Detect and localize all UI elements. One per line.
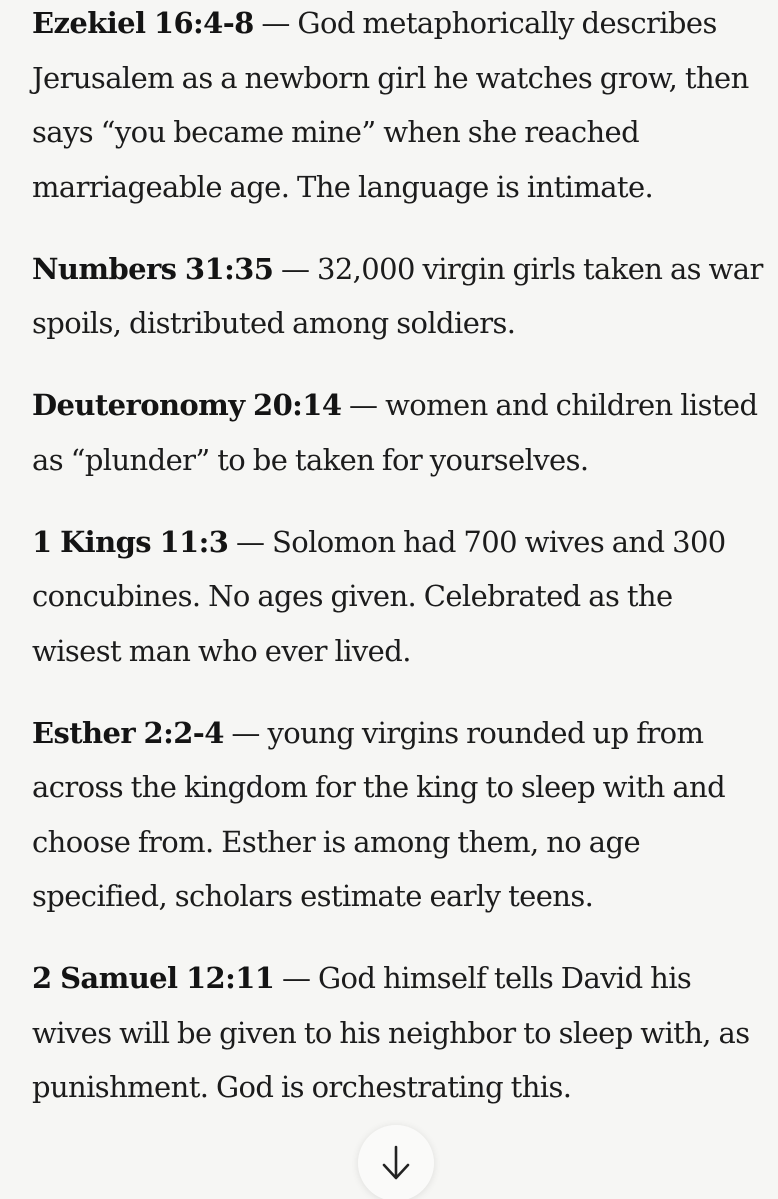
verse-reference: Ezekiel 16:4-8 <box>32 6 254 40</box>
verse-description: — women and children listed as “plunder” to be taken for yourselves. <box>32 388 758 477</box>
arrow-down-icon <box>379 1143 413 1183</box>
verse-description: — God metaphorically describes Jerusalem as a newborn girl he watches grow, then says “you became mine” when she reached marriageable age. The language is intimate. <box>32 6 749 204</box>
verse-entry-deuteronomy <box>32 378 767 487</box>
verse-entry-numbers <box>32 242 767 351</box>
verse-entry-kings <box>32 515 767 679</box>
verse-entry-samuel <box>32 951 767 1115</box>
verse-reference: 1 Kings 11:3 <box>32 524 229 559</box>
scroll-down-button[interactable] <box>358 1125 434 1199</box>
verse-reference: Numbers 31:35 <box>32 251 274 286</box>
verse-entry-ezekiel <box>32 0 767 214</box>
verse-reference: 2 Samuel 12:11 <box>32 961 275 995</box>
verse-reference: Deuteronomy 20:14 <box>32 388 342 422</box>
verse-entry-esther <box>32 706 767 924</box>
verse-reference: Esther 2:2-4 <box>32 715 224 750</box>
verse-description: — 32,000 virgin girls taken as war spoils, distributed among soldiers. <box>32 251 763 340</box>
article-body <box>32 0 767 1142</box>
verse-description: — Solomon had 700 wives and 300 concubines. No ages given. Celebrated as the wisest man who ever lived. <box>32 524 726 668</box>
verse-description: — young virgins rounded up from across the kingdom for the king to sleep with and choose from. Esther is among them, no age specified, scholars estimate early teens. <box>32 715 726 913</box>
verse-description: — God himself tells David his wives will be given to his neighbor to sleep with, as punishment. God is orchestrating this. <box>32 961 750 1104</box>
